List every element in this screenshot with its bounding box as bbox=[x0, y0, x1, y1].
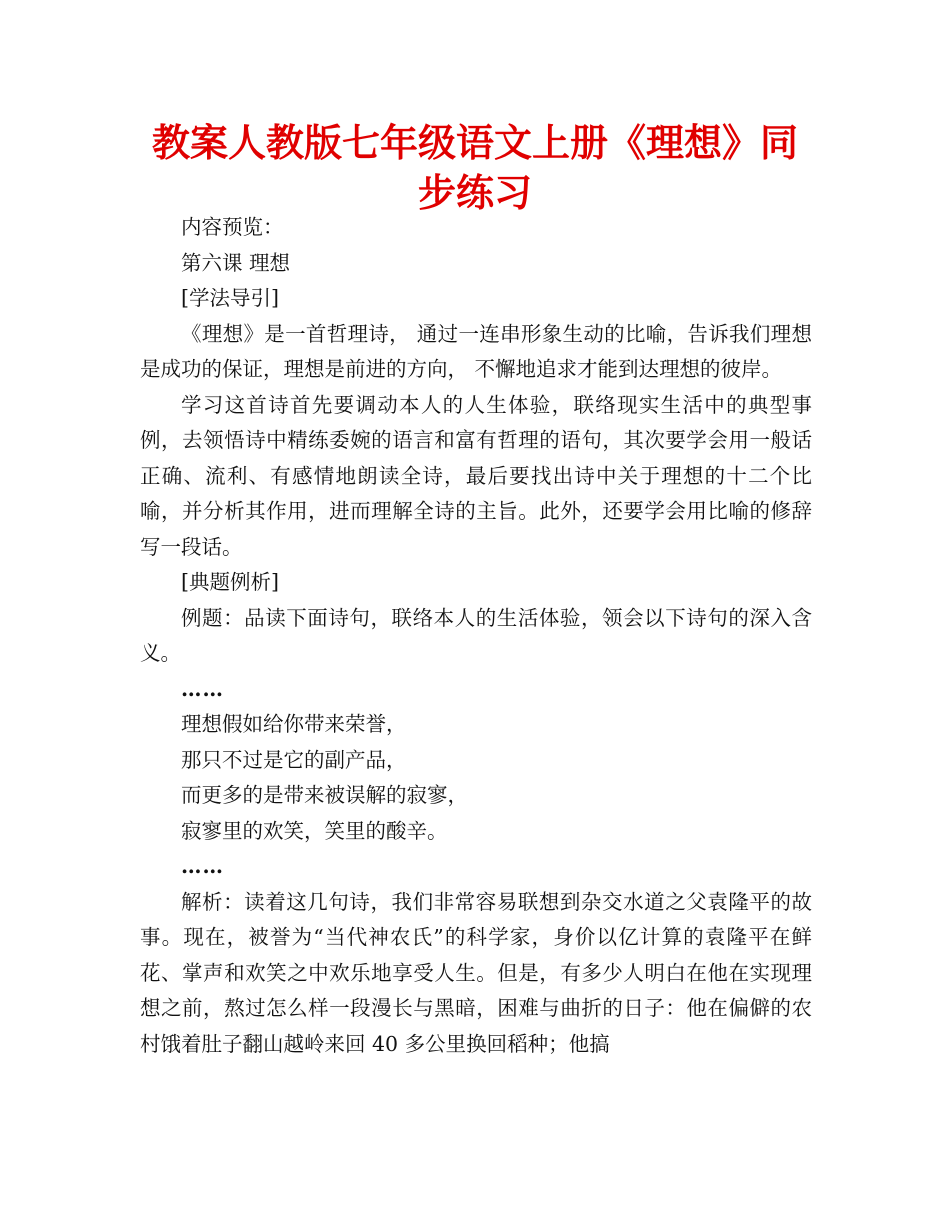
poem-line: 理想假如给你带来荣誉， bbox=[181, 712, 407, 736]
poem-ellipsis-top: …… bbox=[181, 676, 224, 701]
poem-line: 而更多的是带来被误解的寂寥， bbox=[181, 783, 468, 807]
lesson-heading: 第六课 理想 bbox=[181, 250, 291, 275]
document-body bbox=[140, 210, 812, 1062]
section-example-heading: [典题例析] bbox=[181, 570, 279, 594]
guide-paragraph-2: 学习这首诗首先要调动本人的人生体验，联络现实生活中的典型事例，去领悟诗中精练委婉的语言和富有哲理的语句，其次要学会用一般话正确、流利、有感情地朗读全诗，最后要找出诗中关于理想的十二个比喻，并分析其作用，进而理解全诗的主旨。此外，还要学会用比喻的修辞写一段话。 bbox=[140, 392, 812, 559]
section-guide-heading: [学法导引] bbox=[181, 286, 279, 310]
poem-line: 那只不过是它的副产品， bbox=[181, 747, 407, 772]
guide-paragraph-1: 《理想》是一首哲理诗， 通过一连串形象生动的比喻，告诉我们理想是成功的保证，理想是前进的方向， 不懈地追求才能到达理想的彼岸。 bbox=[140, 321, 812, 381]
document-title: 教案人教版七年级语文上册《理想》同步练习 bbox=[151, 121, 798, 215]
preview-label: 内容预览： bbox=[181, 215, 284, 239]
poem-line: 寂寥里的欢笑，笑里的酸辛。 bbox=[181, 818, 448, 843]
example-question: 例题：品读下面诗句，联络本人的生活体验，领会以下诗句的深入含义。 bbox=[140, 605, 812, 665]
analysis-paragraph: 解析：读着这几句诗，我们非常容易联想到杂交水道之父袁隆平的故事。现在，被誉为“当代神农氏”的科学家，身价以亿计算的袁隆平在鲜花、掌声和欢笑之中欢乐地享受人生。但是，有多少人明白在他在实现理想之前，熬过怎么样一段漫长与黑暗，困难与曲折的日子：他在偏僻的农村饿着肚子翻山越岭来回 40 多公里换回稻种；他搞 bbox=[140, 889, 812, 1056]
poem-ellipsis-bottom: …… bbox=[181, 854, 224, 878]
